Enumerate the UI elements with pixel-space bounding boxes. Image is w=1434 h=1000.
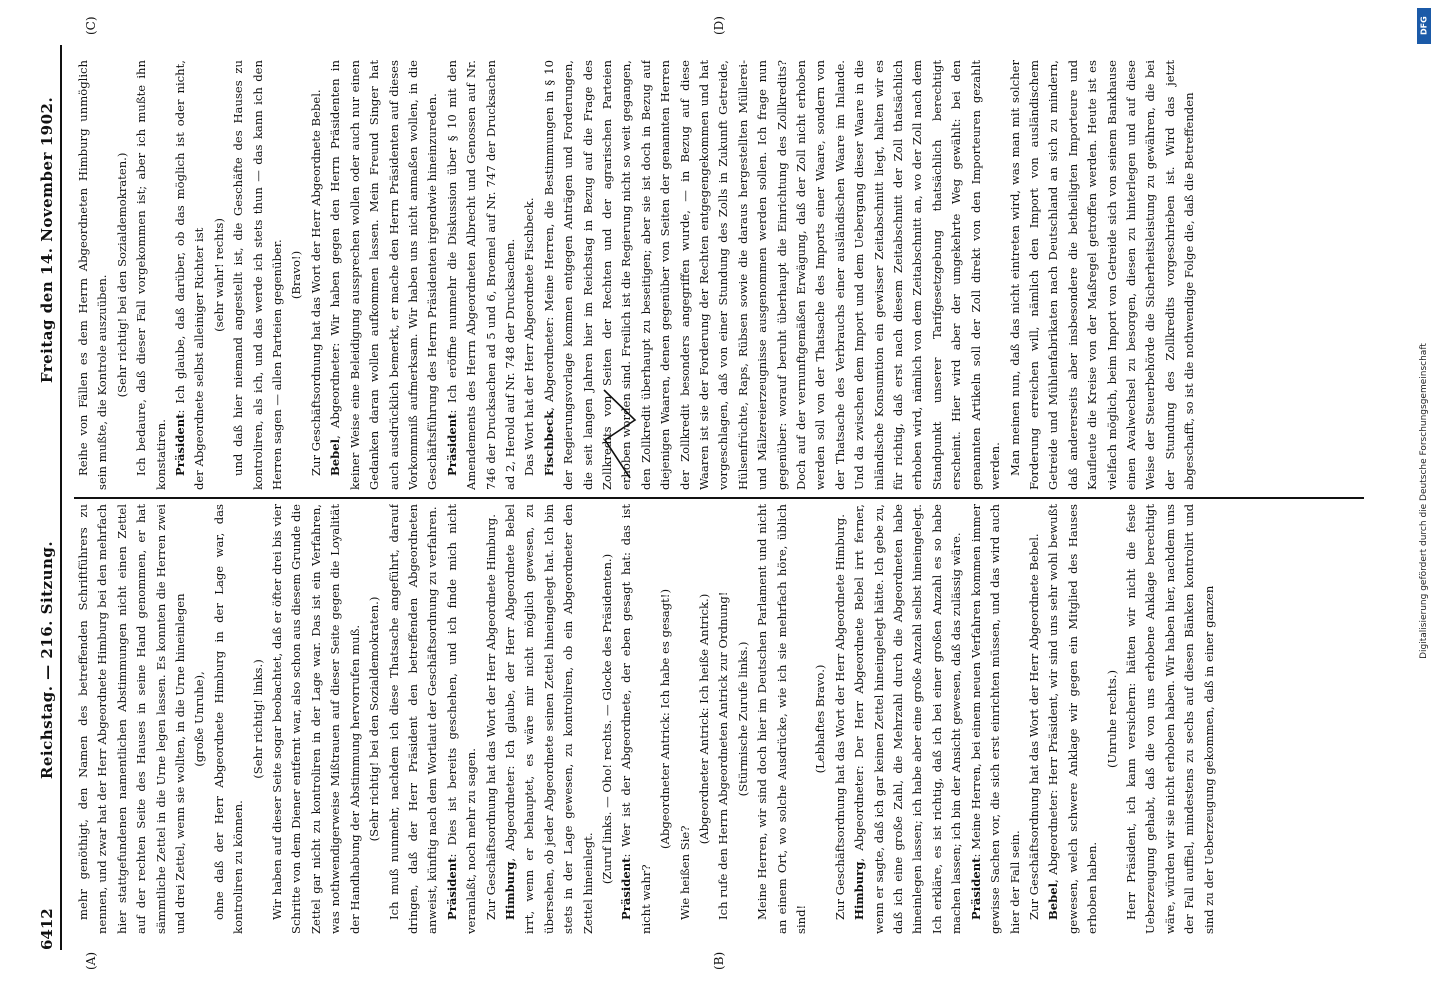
paragraph: Zur Geschäftsordnung hat das Wort der Herr Abgeordnete Bebel. <box>308 89 323 476</box>
paragraph: ohne daß der Herr Abgeordnete Himburg in der Lage war, das kontroliren zu können. <box>211 504 246 934</box>
paragraph: (Bravo!) <box>289 250 304 300</box>
paragraph: Präsident: Ich glaube, daß darüber, ob das möglich ist oder nicht, der Abgeordnete selbst alleiniger Richter ist <box>173 60 207 490</box>
paragraph: Himburg, Abgeordneter: Ich glaube, der Herr Abgeordnete Bebel irrt, wenn er behauptet, es wäre mir nicht möglich gewesen, zu übersehen, ob jeder Abgeordnete seinen Zettel hineingelegt hat. Ich bin stets in der Lage gewesen, zu kontroliren, ob ein Abgeordneter den Zettel hineinlegt. <box>502 504 595 934</box>
paragraph: Herr Präsident, ich kann versichern: hätten wir nicht die feste Ueberzeugung gehabt, daß die von uns erhobene Anklage berechtigt wäre, würden wir sie nicht erhoben haben. Wir haben hier, nachdem uns der Fall auffiel, mindestens zu sechs auf diesen Bänken kontrolirt und sind zu der Ueberzeugung gekommen, daß in einer ganzen <box>1123 504 1216 934</box>
paragraph: Reihe von Fällen es dem Herrn Abgeordneten Himburg unmöglich sein mußte, die Kontrole auszuüben. <box>76 60 110 490</box>
speaker-name: Präsident <box>173 413 188 476</box>
paragraph: Zur Geschäftsordnung hat das Wort der Herr Abgeordnete Bebel. <box>1026 533 1041 920</box>
paragraph: (sehr wahr! rechts) <box>211 218 226 332</box>
paragraph: (Sehr richtig! links.) <box>250 659 265 779</box>
paragraph: und daß hier niemand angestellt ist, die Geschäfte des Hauses zu kontroliren, als ich, und das werde ich stets thun — das kann ich den Herren sagen — allen Parteien gegenüber. <box>231 60 285 490</box>
credit-text: Digitalisierung gefördert durch die Deutsche Forschungsgemeinschaft <box>1419 343 1429 659</box>
paragraph: Ich rufe den Herrn Abgeordneten Antrick zur Ordnung! <box>716 591 731 920</box>
speaker-name: Himburg <box>502 861 517 920</box>
paragraph: (Sehr richtig! bei den Sozialdemokraten.) <box>114 152 129 398</box>
speaker-name: Bebel <box>328 438 343 476</box>
session-title: Reichstag. — 216. Sitzung. <box>38 540 56 780</box>
paragraph: Wie heißen Sie? <box>677 825 692 920</box>
paragraph: Präsident: Meine Herren, bei einem neuen Verfahren kommen immer gewisse Sachen vor, die sich erst einrichten müssen, und das wird auch hier der Fall sein. <box>968 504 1022 934</box>
session-date: Freitag den 14. November 1902. <box>38 96 56 384</box>
paragraph: Zur Geschäftsordnung hat das Wort der Herr Abgeordnete Himburg. <box>483 514 498 920</box>
paragraph: (Unruhe rechts.) <box>1104 670 1119 768</box>
paragraph: (große Unruhe), <box>192 671 207 767</box>
paragraph: Meine Herren, wir sind doch hier im Deutschen Parlament und nicht an einem Ort, wo solche Ausdrücke, wie ich sie mehrfach höre, üblich sind! <box>755 504 809 934</box>
paragraph: Zur Geschäftsordnung hat das Wort der Herr Abgeordnete Himburg. <box>832 514 847 920</box>
margin-mark-c: (C) <box>84 16 98 35</box>
paragraph: Ich bedaure, daß dieser Fall vorgekommen ist; aber ich mußte ihn konstatiren. <box>134 60 168 490</box>
digitization-credit <box>1416 6 1432 996</box>
paragraph: Fischbeck, Abgeordneter: Meine Herren, die Bestimmungen in § 10 der Regierungsvorlage kommen entgegen Anträgen und Forderungen, die seit langen Jahren hier im Reichstag in Bezug auf die Frage des Zollkredits von Seiten der Rechten und der agrarischen Parteien erhoben worden sind. Freilich ist die Regierung nicht so weit gegangen, den Zollkredit überhaupt zu beseitigen; aber sie ist doch in Bezug auf diejenigen Waaren, denen gegenüber von Seiten der genannten Herren der Zollkredit besonders angegriffen wurde, — in Bezug auf diese Waaren ist sie der Forderung der Rechten entgegengekommen und hat vorgeschlagen, daß von einer Stundung des Zolls in Zukunft Getreide, Hülsenfrüchte, Raps, Rübsen sowie die daraus hergestellten Müllerei- und Mälzereierzeugnisse ausgenommen werden sollen. Ich frage nun gegenüber: worauf beruht überhaupt die Einrichtung des Zollkredits? Doch auf der vernunftgemäßen Erwägung, daß der Zoll nicht erhoben werden soll von der Thatsache des Imports einer Waare, sondern von der Thatsache des Verbrauchs einer ausländischen Waare im Inlande. Und da zwischen dem Import und dem Uebergang dieser Waare in die inländische Konsumtion ein gewisser Zeitabschnitt liegt, halten wir es für richtig, daß erst nach diesem Zeitabschnitt der Zoll thatsächlich erhoben wird, nämlich von dem Zeitabschnitt an, wo der Zoll nach dem Standpunkt unserer Tarifgesetzgebung thatsächlich berechtigt erscheint. Hier wird aber der umgekehrte Weg gewählt: bei den genannten Artikeln soll der Zoll direkt von den Importeuren gezahlt werden. <box>541 60 1003 490</box>
speaker-name: Bebel <box>1046 882 1061 920</box>
margin-mark-a: (A) <box>84 951 98 970</box>
paragraph: (Sehr richtig! bei den Sozialdemokraten.) <box>367 596 382 842</box>
speaker-name: Himburg <box>852 861 867 920</box>
paragraph: Wir haben auf dieser Seite sogar beobachtet, daß er öfter drei bis vier Schritte von dem Diener entfernt war, also schon aus diesem Grunde die Zettel gar nicht zu kontroliren in der Lage war. Das ist ein Verfahren, was nothwendigerweise Mißtrauen auf dieser Seite gegen die Loyalität der Handhabung der Abstimmung hervorrufen muß. <box>270 504 362 934</box>
speaker-name: Präsident <box>444 857 459 920</box>
dfg-logo: DFG <box>1417 8 1431 44</box>
right-column <box>74 60 1374 490</box>
header-rule <box>60 45 62 950</box>
speaker-name: Fischbeck <box>541 410 556 476</box>
margin-mark-d: (D) <box>712 16 726 35</box>
paragraph: (Abgeordneter Antrick: Ich habe es gesagt!) <box>658 589 673 849</box>
page-number: 6412 <box>38 908 56 950</box>
column-divider <box>74 497 1364 499</box>
paragraph: (Zuruf links. — Oho! rechts. — Glocke des Präsidenten.) <box>599 553 614 885</box>
paragraph: Bebel, Abgeordneter: Herr Präsident, wir sind uns sehr wohl bewußt gewesen, welch schwere Anklage wir gegen ein Mitglied des Hauses erhoben haben. <box>1046 504 1100 934</box>
strike-mark <box>600 360 640 480</box>
paragraph: (Abgeordneter Antrick: Ich heiße Antrick.) <box>697 593 711 845</box>
paragraph: Präsident: Ich eröffne nunmehr die Diskussion über § 10 mit den Amendements des Herrn Abgeordneten Albrecht und Genossen auf Nr. 746 der Drucksachen ad 5 und 6, Broemel auf Nr. 747 der Drucksachen ad 2, Herold auf Nr. 748 der Drucksachen. <box>444 60 517 490</box>
paragraph: Himburg, Abgeordneter: Der Herr Abgeordnete Bebel irrt ferner, wenn er sagte, daß ich gar keinen Zettel hineingelegt hätte. Ich gebe zu, daß ich eine große Zahl, die Mehrzahl durch die Abgeordneten habe hineinlegen lassen; ich habe aber eine große Anzahl selbst hineingelegt. Ich erkläre, es ist richtig, daß ich bei einer großen Anzahl es so habe machen lassen; ich bin der Ansicht gewesen, daß das zulässig wäre. <box>852 504 964 934</box>
page-header <box>32 45 58 950</box>
paragraph: (Lebhaftes Bravo.) <box>813 664 828 774</box>
speaker-name: Präsident <box>444 413 459 476</box>
margin-mark-b: (B) <box>712 951 726 970</box>
paragraph: Man meinen nun, daß das nicht eintreten wird, was man mit solcher Forderung erreichen will, nämlich den Import von ausländischem Getreide und Mühlenfabrikaten nach Deutschland an sich zu mindern, daß andererseits aber insbesondere die betheiligten Importeure und Kaufleute die Kreise von der Maßregel getroffen werden. Heute ist es vielfach möglich, beim Import von Getreide sich von seinem Bankhause einen Avalwechsel zu besorgen, diesen zu hinterlegen und auf diese Weise der Steuerbehörde die Sicherheitsleistung zu gewähren, die bei der Stundung des Zollkredits vorgeschrieben ist. Wird das jetzt abgeschafft, so ist die nothwendige Folge die, daß die Betreffenden <box>1007 60 1197 490</box>
paragraph: mehr genöthigt, den Namen des betreffenden Schriftführers zu nennen, und zwar hat der Herr Abgeordnete Himburg bei den mehrfach hier stattgefundenen namentlichen Abstimmungen nicht einen Zettel auf der rechten Seite des Hauses in seine Hand genommen, er hat sämmtliche Zettel in die Urne legen lassen. Es konnten die Herren zwei und drei Zettel, wenn sie wollten, in die Urne hineinlegen <box>76 504 188 934</box>
paragraph: Präsident: Wer ist der Abgeordnete, der eben gesagt hat: das ist nicht wahr? <box>619 504 653 934</box>
paragraph: Ich muß nunmehr, nachdem ich diese Thatsache angeführt, darauf dringen, daß der Herr Präsident den betreffenden Abgeordneten anweist, künftig nach dem Wortlaut der Geschäftsordnung zu verfahren. <box>386 504 440 934</box>
paragraph: Präsident: Dies ist bereits geschehen, und ich finde mich nicht veranlaßt, noch mehr zu sagen. <box>444 504 479 934</box>
paragraph: Das Wort hat der Herr Abgeordnete Fischbeck. <box>522 197 537 476</box>
paragraph: (Stürmische Zurufe links.) <box>735 641 750 797</box>
speaker-name: Präsident <box>619 857 634 920</box>
left-column <box>74 504 1374 934</box>
speaker-name: Präsident <box>968 857 983 920</box>
paragraph: Bebel, Abgeordneter: Wir haben gegen den Herrn Präsidenten in keiner Weise eine Beleidigung aussprechen wollen oder auch nur einen Gedanken daran wollen aufkommen lassen. Mein Freund Singer hat auch ausdrücklich bemerkt, er mache den Herrn Präsidenten auf dieses Vorkommniß aufmerksam. Wir haben uns nicht anmaßen wollen, in die Geschäftsführung des Herrn Präsidenten irgendwie hineinzureden. <box>328 60 440 490</box>
